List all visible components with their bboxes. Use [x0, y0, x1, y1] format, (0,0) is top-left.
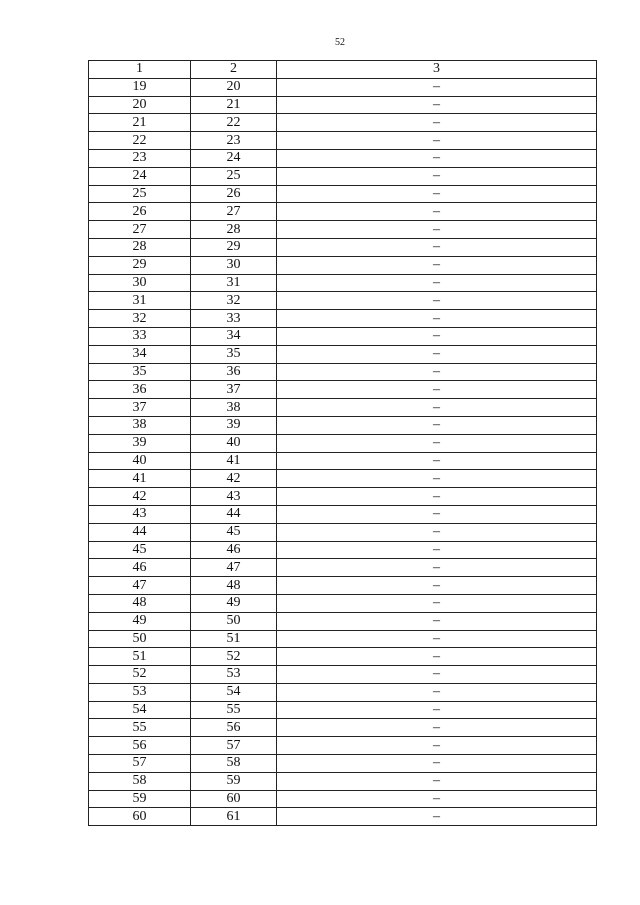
table-cell-col-1: 35 [89, 363, 191, 381]
table-cell-col-2: 39 [191, 416, 277, 434]
table-cell-col-3: – [277, 630, 597, 648]
table-cell-col-3: – [277, 719, 597, 737]
table-cell-col-3: – [277, 594, 597, 612]
table-cell-col-3: – [277, 149, 597, 167]
table-row [89, 434, 597, 452]
table-cell-col-3: – [277, 559, 597, 577]
table-cell-col-2: 57 [191, 737, 277, 755]
table-row [89, 630, 597, 648]
table-row [89, 185, 597, 203]
table-cell-col-1: 44 [89, 523, 191, 541]
table-cell-col-1: 49 [89, 612, 191, 630]
table-cell-col-1: 24 [89, 167, 191, 185]
table-row [89, 416, 597, 434]
table-cell-col-1: 46 [89, 559, 191, 577]
table-cell-col-3: – [277, 381, 597, 399]
table-cell-col-2: 48 [191, 577, 277, 595]
table-cell-col-2: 33 [191, 310, 277, 328]
table-cell-col-2: 23 [191, 132, 277, 150]
table-cell-col-3: – [277, 772, 597, 790]
table-cell-col-1: 55 [89, 719, 191, 737]
table-cell-col-3: – [277, 114, 597, 132]
table-row [89, 114, 597, 132]
table-cell-col-3: – [277, 292, 597, 310]
table-cell-col-2: 20 [191, 78, 277, 96]
table-row [89, 755, 597, 773]
table-cell-col-1: 47 [89, 577, 191, 595]
table-cell-col-2: 49 [191, 594, 277, 612]
table-row [89, 737, 597, 755]
table-cell-col-1: 40 [89, 452, 191, 470]
table-row [89, 683, 597, 701]
table-cell-col-3: – [277, 755, 597, 773]
table-cell-col-2: 42 [191, 470, 277, 488]
table-cell-col-3: – [277, 790, 597, 808]
table-cell-col-3: – [277, 666, 597, 684]
table-cell-col-2: 37 [191, 381, 277, 399]
table-row [89, 452, 597, 470]
table-row [89, 719, 597, 737]
table-cell-col-1: 20 [89, 96, 191, 114]
table-cell-col-1: 31 [89, 292, 191, 310]
table-cell-col-1: 50 [89, 630, 191, 648]
table-row [89, 790, 597, 808]
table-cell-col-3: – [277, 96, 597, 114]
table-cell-col-1: 37 [89, 399, 191, 417]
table-cell-col-2: 35 [191, 345, 277, 363]
table-row [89, 96, 597, 114]
table-cell-col-2: 36 [191, 363, 277, 381]
table-row [89, 808, 597, 826]
table-cell-col-1: 60 [89, 808, 191, 826]
table-row [89, 523, 597, 541]
header-cell-1: 1 [89, 61, 191, 79]
table-cell-col-1: 53 [89, 683, 191, 701]
table-row [89, 203, 597, 221]
table-cell-col-2: 21 [191, 96, 277, 114]
table-cell-col-2: 27 [191, 203, 277, 221]
table-cell-col-1: 51 [89, 648, 191, 666]
table-row [89, 470, 597, 488]
table-header-row [89, 61, 597, 79]
table-cell-col-1: 59 [89, 790, 191, 808]
table-row [89, 399, 597, 417]
table-row [89, 363, 597, 381]
table-cell-col-2: 40 [191, 434, 277, 452]
table-row [89, 488, 597, 506]
table-cell-col-3: – [277, 416, 597, 434]
table-row [89, 612, 597, 630]
table-cell-col-3: – [277, 683, 597, 701]
table-row [89, 345, 597, 363]
table-cell-col-3: – [277, 808, 597, 826]
table-cell-col-3: – [277, 167, 597, 185]
table-cell-col-2: 41 [191, 452, 277, 470]
table-cell-col-1: 19 [89, 78, 191, 96]
table-row [89, 132, 597, 150]
table-cell-col-2: 26 [191, 185, 277, 203]
table-cell-col-2: 30 [191, 256, 277, 274]
table-cell-col-2: 59 [191, 772, 277, 790]
table-row [89, 221, 597, 239]
table-row [89, 292, 597, 310]
table-cell-col-3: – [277, 470, 597, 488]
table-row [89, 167, 597, 185]
table-cell-col-1: 36 [89, 381, 191, 399]
data-table [88, 60, 597, 826]
table-cell-col-1: 21 [89, 114, 191, 132]
table-cell-col-2: 52 [191, 648, 277, 666]
table-cell-col-2: 61 [191, 808, 277, 826]
table-cell-col-3: – [277, 203, 597, 221]
table-cell-col-2: 45 [191, 523, 277, 541]
table-cell-col-3: – [277, 132, 597, 150]
table-row [89, 310, 597, 328]
table-cell-col-2: 54 [191, 683, 277, 701]
table-cell-col-2: 31 [191, 274, 277, 292]
table-cell-col-3: – [277, 310, 597, 328]
table-cell-col-1: 29 [89, 256, 191, 274]
table-row [89, 149, 597, 167]
table-cell-col-3: – [277, 612, 597, 630]
table-cell-col-2: 24 [191, 149, 277, 167]
table-row [89, 327, 597, 345]
table-cell-col-2: 58 [191, 755, 277, 773]
table-cell-col-2: 22 [191, 114, 277, 132]
table-row [89, 701, 597, 719]
table-cell-col-2: 47 [191, 559, 277, 577]
table-cell-col-1: 33 [89, 327, 191, 345]
page-number: 52 [335, 37, 345, 48]
table-cell-col-2: 60 [191, 790, 277, 808]
table-cell-col-3: – [277, 363, 597, 381]
table-cell-col-1: 41 [89, 470, 191, 488]
table-cell-col-1: 39 [89, 434, 191, 452]
table-cell-col-1: 23 [89, 149, 191, 167]
table-cell-col-1: 27 [89, 221, 191, 239]
table-cell-col-3: – [277, 434, 597, 452]
table-row [89, 238, 597, 256]
table-cell-col-3: – [277, 256, 597, 274]
table-cell-col-3: – [277, 399, 597, 417]
table-row [89, 666, 597, 684]
table-cell-col-1: 38 [89, 416, 191, 434]
table-row [89, 594, 597, 612]
table-cell-col-2: 46 [191, 541, 277, 559]
table-cell-col-1: 45 [89, 541, 191, 559]
table-cell-col-2: 29 [191, 238, 277, 256]
table-cell-col-3: – [277, 701, 597, 719]
table-cell-col-3: – [277, 78, 597, 96]
table-cell-col-3: – [277, 327, 597, 345]
table-cell-col-3: – [277, 345, 597, 363]
table-cell-col-3: – [277, 505, 597, 523]
table-cell-col-1: 54 [89, 701, 191, 719]
table-cell-col-2: 43 [191, 488, 277, 506]
table-cell-col-2: 55 [191, 701, 277, 719]
table-cell-col-3: – [277, 221, 597, 239]
table-cell-col-1: 30 [89, 274, 191, 292]
table-row [89, 577, 597, 595]
header-cell-2: 2 [191, 61, 277, 79]
table-cell-col-2: 53 [191, 666, 277, 684]
table-row [89, 541, 597, 559]
table-cell-col-3: – [277, 648, 597, 666]
table-cell-col-1: 48 [89, 594, 191, 612]
table-cell-col-1: 56 [89, 737, 191, 755]
table-cell-col-3: – [277, 452, 597, 470]
table-cell-col-1: 42 [89, 488, 191, 506]
table-cell-col-1: 32 [89, 310, 191, 328]
table-row [89, 505, 597, 523]
table-cell-col-2: 28 [191, 221, 277, 239]
table-cell-col-3: – [277, 523, 597, 541]
table-cell-col-2: 51 [191, 630, 277, 648]
table-cell-col-1: 22 [89, 132, 191, 150]
table-cell-col-1: 34 [89, 345, 191, 363]
table-row [89, 381, 597, 399]
table-row [89, 78, 597, 96]
table-cell-col-3: – [277, 238, 597, 256]
table-cell-col-1: 52 [89, 666, 191, 684]
table-cell-col-2: 56 [191, 719, 277, 737]
table-cell-col-1: 25 [89, 185, 191, 203]
table-cell-col-1: 58 [89, 772, 191, 790]
table-cell-col-1: 28 [89, 238, 191, 256]
table-cell-col-1: 57 [89, 755, 191, 773]
table-row [89, 772, 597, 790]
table-row [89, 648, 597, 666]
table-cell-col-3: – [277, 541, 597, 559]
table-cell-col-2: 44 [191, 505, 277, 523]
table-cell-col-2: 38 [191, 399, 277, 417]
table-row [89, 256, 597, 274]
table-cell-col-3: – [277, 488, 597, 506]
header-cell-3: 3 [277, 61, 597, 79]
table-cell-col-2: 34 [191, 327, 277, 345]
table-cell-col-1: 26 [89, 203, 191, 221]
table-cell-col-2: 32 [191, 292, 277, 310]
table-cell-col-3: – [277, 737, 597, 755]
table-row [89, 559, 597, 577]
table-cell-col-3: – [277, 274, 597, 292]
table-body [89, 61, 597, 826]
table-cell-col-2: 50 [191, 612, 277, 630]
table-cell-col-3: – [277, 577, 597, 595]
table-cell-col-3: – [277, 185, 597, 203]
table-cell-col-1: 43 [89, 505, 191, 523]
table-row [89, 274, 597, 292]
table-cell-col-2: 25 [191, 167, 277, 185]
